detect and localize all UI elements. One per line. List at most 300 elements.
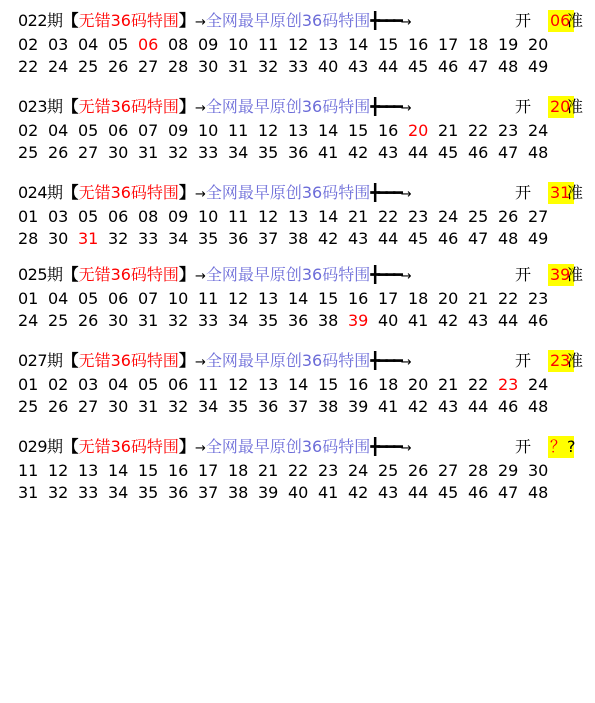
- number-cell: 02: [48, 375, 69, 394]
- tag-bracket-close: 】: [178, 351, 195, 370]
- number-cell: 32: [48, 483, 69, 502]
- number-cell: 44: [498, 311, 519, 330]
- period-block: [18, 94, 588, 164]
- number-cell: 03: [48, 35, 69, 54]
- open-label: 开: [515, 11, 532, 30]
- number-cell: 35: [198, 229, 219, 248]
- number-cell: 05: [108, 35, 129, 54]
- number-cell: 11: [228, 207, 249, 226]
- number-cell: 46: [438, 229, 459, 248]
- number-cell: 33: [138, 229, 159, 248]
- result-number: 31: [550, 183, 571, 202]
- number-cell: 47: [468, 229, 489, 248]
- slogan-text: 全网最早原创36码特围: [205, 437, 371, 456]
- number-cell: 33: [198, 311, 219, 330]
- line-mark: ╋━━━: [370, 11, 401, 30]
- number-cell: 22: [378, 207, 399, 226]
- number-cell: 07: [138, 289, 159, 308]
- number-cell: 36: [228, 229, 249, 248]
- number-cell: 41: [318, 483, 339, 502]
- number-row: [18, 374, 588, 396]
- number-cell: 06: [108, 289, 129, 308]
- number-cell: 30: [108, 311, 129, 330]
- number-cell: 01: [18, 289, 39, 308]
- number-cell: 21: [348, 207, 369, 226]
- number-cell: 26: [48, 397, 69, 416]
- hit-number: 06: [138, 35, 159, 54]
- number-cell: 25: [378, 461, 399, 480]
- arrow-icon: →: [194, 15, 206, 30]
- period-header: [18, 94, 588, 120]
- number-row: [18, 56, 588, 78]
- number-cell: 46: [468, 143, 489, 162]
- number-cell: 46: [498, 397, 519, 416]
- number-cell: 37: [198, 483, 219, 502]
- number-cell: 30: [528, 461, 549, 480]
- number-cell: 22: [468, 121, 489, 140]
- tag-bracket-open: 【: [62, 351, 79, 370]
- number-cell: 45: [408, 229, 429, 248]
- result-number: 06: [550, 11, 571, 30]
- open-label: 开: [515, 183, 532, 202]
- number-cell: 33: [78, 483, 99, 502]
- number-cell: 26: [498, 207, 519, 226]
- period-number: 029期: [18, 437, 63, 456]
- number-cell: 41: [318, 143, 339, 162]
- number-cell: 32: [168, 311, 189, 330]
- number-cell: 31: [138, 143, 159, 162]
- number-row: [18, 142, 588, 164]
- number-cell: 25: [78, 57, 99, 76]
- number-cell: 42: [348, 483, 369, 502]
- number-cell: 05: [78, 121, 99, 140]
- number-cell: 42: [438, 311, 459, 330]
- number-cell: 36: [288, 143, 309, 162]
- number-cell: 36: [288, 311, 309, 330]
- number-cell: 12: [288, 35, 309, 54]
- number-cell: 12: [258, 121, 279, 140]
- number-cell: 35: [228, 397, 249, 416]
- number-cell: 43: [378, 483, 399, 502]
- period-block: [18, 348, 588, 418]
- number-cell: 34: [198, 397, 219, 416]
- accurate-label: ?: [567, 437, 576, 456]
- number-cell: 20: [408, 375, 429, 394]
- number-cell: 26: [408, 461, 429, 480]
- number-cell: 06: [108, 207, 129, 226]
- tag-bracket-open: 【: [62, 265, 79, 284]
- number-cell: 11: [228, 121, 249, 140]
- number-cell: 25: [468, 207, 489, 226]
- number-cell: 43: [348, 57, 369, 76]
- tag-text: 无错36码特围: [78, 437, 179, 456]
- number-cell: 06: [168, 375, 189, 394]
- tag-bracket-close: 】: [178, 97, 195, 116]
- number-cell: 05: [78, 289, 99, 308]
- arrow-icon: →: [194, 187, 206, 202]
- slogan-text: 全网最早原创36码特围: [205, 183, 371, 202]
- number-cell: 41: [378, 397, 399, 416]
- number-cell: 48: [498, 229, 519, 248]
- tag-bracket-close: 】: [178, 183, 195, 202]
- number-cell: 05: [78, 207, 99, 226]
- slogan-text: 全网最早原创36码特围: [205, 265, 371, 284]
- number-cell: 47: [498, 143, 519, 162]
- number-cell: 34: [168, 229, 189, 248]
- number-cell: 24: [528, 121, 549, 140]
- number-cell: 26: [108, 57, 129, 76]
- number-cell: 11: [198, 289, 219, 308]
- arrow-icon: →: [400, 101, 412, 116]
- number-cell: 21: [438, 121, 459, 140]
- number-cell: 14: [318, 207, 339, 226]
- number-cell: 45: [438, 483, 459, 502]
- tag-text: 无错36码特围: [78, 265, 179, 284]
- number-cell: 32: [258, 57, 279, 76]
- number-cell: 12: [228, 289, 249, 308]
- number-cell: 12: [258, 207, 279, 226]
- number-cell: 31: [228, 57, 249, 76]
- number-cell: 26: [78, 311, 99, 330]
- number-cell: 37: [288, 397, 309, 416]
- result-number: ？: [550, 437, 567, 456]
- number-row: [18, 120, 588, 142]
- number-row: [18, 34, 588, 56]
- number-cell: 14: [348, 35, 369, 54]
- number-cell: 01: [18, 207, 39, 226]
- number-cell: 24: [528, 375, 549, 394]
- number-cell: 12: [228, 375, 249, 394]
- tag-bracket-open: 【: [62, 183, 79, 202]
- tag-text: 无错36码特围: [78, 11, 179, 30]
- number-cell: 02: [18, 121, 39, 140]
- number-cell: 03: [78, 375, 99, 394]
- number-cell: 06: [108, 121, 129, 140]
- number-cell: 28: [168, 57, 189, 76]
- number-cell: 49: [528, 57, 549, 76]
- arrow-icon: →: [194, 269, 206, 284]
- number-cell: 27: [438, 461, 459, 480]
- number-cell: 44: [378, 57, 399, 76]
- number-cell: 07: [138, 121, 159, 140]
- number-cell: 16: [168, 461, 189, 480]
- period-number: 027期: [18, 351, 63, 370]
- number-cell: 27: [528, 207, 549, 226]
- number-cell: 46: [468, 483, 489, 502]
- tag-bracket-close: 】: [178, 437, 195, 456]
- number-cell: 28: [468, 461, 489, 480]
- line-mark: ╋━━━: [370, 437, 401, 456]
- number-row: [18, 460, 588, 482]
- number-cell: 14: [108, 461, 129, 480]
- accurate-label: 准: [567, 265, 584, 284]
- number-cell: 41: [408, 311, 429, 330]
- number-cell: 34: [228, 311, 249, 330]
- number-cell: 32: [168, 397, 189, 416]
- number-cell: 04: [48, 121, 69, 140]
- number-cell: 13: [258, 289, 279, 308]
- accurate-label: 准: [567, 11, 584, 30]
- number-cell: 27: [78, 143, 99, 162]
- number-cell: 24: [18, 311, 39, 330]
- accurate-label: 准: [567, 351, 584, 370]
- line-mark: ╋━━━: [370, 265, 401, 284]
- arrow-icon: →: [400, 15, 412, 30]
- number-cell: 31: [138, 397, 159, 416]
- period-number: 025期: [18, 265, 63, 284]
- period-header: [18, 262, 588, 288]
- number-cell: 22: [498, 289, 519, 308]
- number-cell: 40: [318, 57, 339, 76]
- number-cell: 13: [78, 461, 99, 480]
- arrow-icon: →: [194, 355, 206, 370]
- number-row: [18, 396, 588, 418]
- number-cell: 42: [318, 229, 339, 248]
- number-cell: 16: [408, 35, 429, 54]
- number-cell: 37: [258, 229, 279, 248]
- period-block: [18, 434, 588, 504]
- slogan-text: 全网最早原创36码特围: [205, 97, 371, 116]
- number-cell: 23: [498, 121, 519, 140]
- number-cell: 10: [168, 289, 189, 308]
- number-cell: 40: [288, 483, 309, 502]
- accurate-label: 准: [567, 97, 584, 116]
- number-cell: 15: [138, 461, 159, 480]
- number-cell: 17: [198, 461, 219, 480]
- number-cell: 13: [288, 121, 309, 140]
- number-cell: 03: [48, 207, 69, 226]
- slogan-text: 全网最早原创36码特围: [205, 11, 371, 30]
- number-cell: 30: [108, 143, 129, 162]
- number-cell: 30: [48, 229, 69, 248]
- number-cell: 33: [198, 143, 219, 162]
- number-cell: 24: [348, 461, 369, 480]
- number-cell: 09: [198, 35, 219, 54]
- number-cell: 18: [228, 461, 249, 480]
- number-row: [18, 228, 588, 250]
- number-cell: 28: [18, 229, 39, 248]
- number-cell: 31: [18, 483, 39, 502]
- number-cell: 38: [228, 483, 249, 502]
- period-block: [18, 180, 588, 250]
- number-cell: 13: [258, 375, 279, 394]
- number-cell: 33: [288, 57, 309, 76]
- period-header: [18, 180, 588, 206]
- number-cell: 46: [528, 311, 549, 330]
- number-cell: 10: [198, 207, 219, 226]
- number-cell: 14: [318, 121, 339, 140]
- result-number: 20: [550, 97, 571, 116]
- number-cell: 16: [348, 375, 369, 394]
- arrow-icon: →: [194, 441, 206, 456]
- number-cell: 32: [108, 229, 129, 248]
- number-cell: 15: [318, 289, 339, 308]
- number-cell: 38: [288, 229, 309, 248]
- arrow-icon: →: [400, 187, 412, 202]
- number-cell: 09: [168, 121, 189, 140]
- number-cell: 17: [378, 289, 399, 308]
- number-cell: 34: [228, 143, 249, 162]
- number-cell: 08: [138, 207, 159, 226]
- number-cell: 25: [18, 143, 39, 162]
- number-cell: 25: [18, 397, 39, 416]
- number-cell: 46: [438, 57, 459, 76]
- period-block: [18, 262, 588, 332]
- number-cell: 39: [258, 483, 279, 502]
- number-cell: 20: [528, 35, 549, 54]
- number-cell: 48: [528, 397, 549, 416]
- number-cell: 16: [348, 289, 369, 308]
- number-cell: 39: [348, 397, 369, 416]
- hit-number: 31: [78, 229, 99, 248]
- number-cell: 11: [198, 375, 219, 394]
- number-cell: 04: [108, 375, 129, 394]
- number-cell: 31: [138, 311, 159, 330]
- number-cell: 23: [318, 461, 339, 480]
- number-cell: 14: [288, 289, 309, 308]
- slogan-text: 全网最早原创36码特围: [205, 351, 371, 370]
- number-cell: 01: [18, 375, 39, 394]
- number-cell: 48: [498, 57, 519, 76]
- tag-text: 无错36码特围: [78, 183, 179, 202]
- number-cell: 26: [48, 143, 69, 162]
- tag-bracket-open: 【: [62, 11, 79, 30]
- tag-bracket-open: 【: [62, 97, 79, 116]
- number-cell: 22: [18, 57, 39, 76]
- number-cell: 21: [438, 375, 459, 394]
- number-cell: 23: [528, 289, 549, 308]
- line-mark: ╋━━━: [370, 183, 401, 202]
- number-cell: 15: [318, 375, 339, 394]
- number-cell: 21: [258, 461, 279, 480]
- number-cell: 30: [108, 397, 129, 416]
- line-mark: ╋━━━: [370, 97, 401, 116]
- hit-number: 23: [498, 375, 519, 394]
- number-cell: 11: [18, 461, 39, 480]
- number-cell: 24: [48, 57, 69, 76]
- number-row: [18, 310, 588, 332]
- number-cell: 20: [438, 289, 459, 308]
- number-cell: 17: [438, 35, 459, 54]
- number-cell: 24: [438, 207, 459, 226]
- number-cell: 44: [468, 397, 489, 416]
- number-cell: 19: [498, 35, 519, 54]
- line-mark: ╋━━━: [370, 351, 401, 370]
- number-cell: 47: [468, 57, 489, 76]
- tag-bracket-open: 【: [62, 437, 79, 456]
- open-label: 开: [515, 351, 532, 370]
- number-cell: 35: [258, 143, 279, 162]
- arrow-icon: →: [194, 101, 206, 116]
- number-cell: 47: [498, 483, 519, 502]
- open-label: 开: [515, 265, 532, 284]
- number-cell: 34: [108, 483, 129, 502]
- number-cell: 22: [468, 375, 489, 394]
- tag-bracket-close: 】: [178, 11, 195, 30]
- number-cell: 21: [468, 289, 489, 308]
- number-cell: 27: [78, 397, 99, 416]
- number-cell: 29: [498, 461, 519, 480]
- number-cell: 44: [378, 229, 399, 248]
- number-row: [18, 206, 588, 228]
- number-cell: 49: [528, 229, 549, 248]
- period-number: 023期: [18, 97, 63, 116]
- number-cell: 36: [258, 397, 279, 416]
- result-number: 23: [550, 351, 571, 370]
- number-cell: 18: [408, 289, 429, 308]
- number-cell: 04: [48, 289, 69, 308]
- number-cell: 42: [408, 397, 429, 416]
- period-number: 022期: [18, 11, 63, 30]
- number-cell: 30: [198, 57, 219, 76]
- number-cell: 48: [528, 143, 549, 162]
- number-cell: 38: [318, 311, 339, 330]
- number-cell: 10: [198, 121, 219, 140]
- number-cell: 10: [228, 35, 249, 54]
- number-cell: 42: [348, 143, 369, 162]
- number-cell: 12: [48, 461, 69, 480]
- accurate-label: 准: [567, 183, 584, 202]
- result-number: 39: [550, 265, 571, 284]
- tag-text: 无错36码特围: [78, 97, 179, 116]
- number-cell: 25: [48, 311, 69, 330]
- number-cell: 09: [168, 207, 189, 226]
- number-cell: 43: [378, 143, 399, 162]
- open-label: 开: [515, 437, 532, 456]
- number-cell: 45: [408, 57, 429, 76]
- number-cell: 13: [318, 35, 339, 54]
- period-block: [18, 8, 588, 78]
- number-cell: 11: [258, 35, 279, 54]
- number-row: [18, 482, 588, 504]
- number-cell: 44: [408, 143, 429, 162]
- number-cell: 43: [438, 397, 459, 416]
- period-number: 024期: [18, 183, 63, 202]
- number-cell: 36: [168, 483, 189, 502]
- arrow-icon: →: [400, 355, 412, 370]
- tag-text: 无错36码特围: [78, 351, 179, 370]
- number-cell: 43: [348, 229, 369, 248]
- period-header: [18, 8, 588, 34]
- arrow-icon: →: [400, 269, 412, 284]
- number-cell: 35: [258, 311, 279, 330]
- period-header: [18, 348, 588, 374]
- number-cell: 35: [138, 483, 159, 502]
- number-cell: 02: [18, 35, 39, 54]
- number-cell: 04: [78, 35, 99, 54]
- hit-number: 39: [348, 311, 369, 330]
- number-cell: 48: [528, 483, 549, 502]
- number-cell: 14: [288, 375, 309, 394]
- number-cell: 27: [138, 57, 159, 76]
- number-cell: 22: [288, 461, 309, 480]
- number-cell: 23: [408, 207, 429, 226]
- number-cell: 15: [378, 35, 399, 54]
- open-label: 开: [515, 97, 532, 116]
- number-cell: 08: [168, 35, 189, 54]
- number-cell: 45: [438, 143, 459, 162]
- number-cell: 05: [138, 375, 159, 394]
- number-cell: 43: [468, 311, 489, 330]
- number-cell: 32: [168, 143, 189, 162]
- number-cell: 40: [378, 311, 399, 330]
- number-row: [18, 288, 588, 310]
- arrow-icon: →: [400, 441, 412, 456]
- number-cell: 18: [378, 375, 399, 394]
- period-header: [18, 434, 588, 460]
- number-cell: 18: [468, 35, 489, 54]
- number-cell: 38: [318, 397, 339, 416]
